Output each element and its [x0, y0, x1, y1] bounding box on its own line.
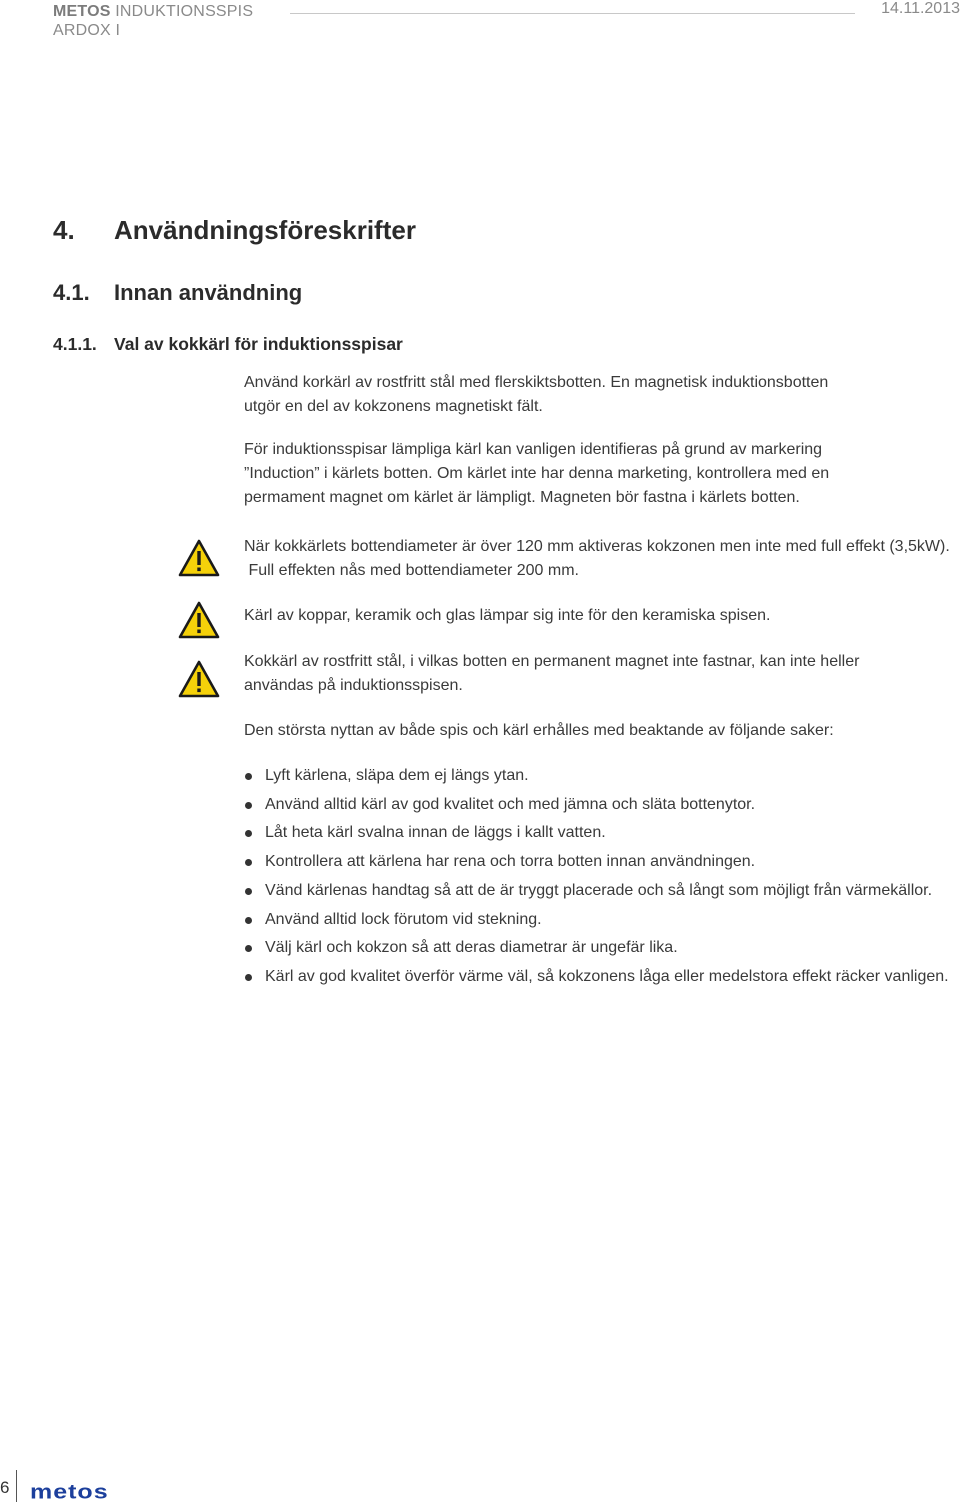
- list-item: [244, 934, 949, 963]
- subsubsection-heading: [53, 334, 403, 355]
- warning-non-magnetic-steel: Kokkärl av rostfritt stål, i vilkas botten en permanent magnet inte fastnar, kan inte heller användas på induktionsspisen.: [244, 653, 860, 694]
- subsection-number: 4.1.: [53, 280, 90, 305]
- page-number: 6: [0, 1478, 10, 1497]
- document-header: [53, 2, 253, 40]
- subsection-heading: [53, 280, 302, 306]
- list-item: [244, 877, 949, 906]
- list-item: [244, 791, 949, 820]
- footer-divider: [16, 1470, 17, 1502]
- list-item: [244, 963, 949, 992]
- bullet-icon: [245, 802, 252, 809]
- bullet-icon: [245, 888, 252, 895]
- paragraph-induction-marking: För induktionsspisar lämpliga kärl kan vanligen identifieras på grund av markering ”Induction” i kärlets botten. Om kärlet inte har denna marketing, kontrollera med en permament magnet om kärlet är lämpligt. Magneten bör fastna i kärlets botten.: [244, 441, 830, 506]
- header-divider: [290, 13, 855, 14]
- subsubsection-title: Val av kokkärl för induktionsspisar: [114, 334, 403, 354]
- header-product: INDUKTIONSSPIS: [115, 3, 254, 20]
- list-item-text: Låt heta kärl svalna innan de läggs i kallt vatten.: [265, 824, 606, 842]
- warning-bottom-diameter-line2: Full effekten nås med bottendiameter 200 mm.: [244, 562, 579, 579]
- bullet-icon: [245, 773, 252, 780]
- list-item-text: Använd alltid kärl av god kvalitet och med jämna och släta bottenytor.: [265, 795, 756, 813]
- subsection-title: Innan användning: [114, 280, 303, 305]
- header-model: ARDOX I: [53, 22, 121, 39]
- list-item-text: Kärl av god kvalitet överför värme väl, så kokzonens låga eller medelstora effekt räcker vanligen.: [265, 967, 949, 985]
- list-item-text: Vänd kärlenas handtag så att de är tryggt placerade och så långt som möjligt från värmekällor.: [265, 881, 933, 899]
- header-brand: METOS: [53, 3, 111, 20]
- metos-logo: [30, 1480, 150, 1502]
- warning-unsuitable-materials: Kärl av koppar, keramik och glas lämpar sig inte för den keramiska spisen.: [244, 607, 771, 624]
- warning-triangle-icon: [178, 539, 220, 577]
- list-item: [244, 848, 949, 877]
- header-title-line1: [53, 2, 253, 21]
- list-item: [244, 762, 949, 791]
- section-title: Användningsföreskrifter: [114, 215, 416, 245]
- bullet-icon: [245, 917, 252, 924]
- list-item-text: Välj kärl och kokzon så att deras diametrar är ungefär lika.: [265, 939, 678, 957]
- section-number: 4.: [53, 215, 75, 245]
- header-date: 14.11.2013: [881, 0, 960, 17]
- warning-bottom-diameter: [244, 535, 954, 583]
- svg-text:metos: metos: [30, 1480, 109, 1502]
- paragraph-intro-tips: Den största nyttan av både spis och kärl erhålles med beaktande av följande saker:: [244, 722, 834, 739]
- bullet-icon: [245, 945, 252, 952]
- bullet-icon: [245, 974, 252, 981]
- section-heading: [53, 215, 416, 246]
- subsubsection-number: 4.1.1.: [53, 334, 97, 354]
- paragraph-cookware-material: Använd korkärl av rostfritt stål med flerskiktsbotten. En magnetisk induktionsbotten utgör en del av kokzonens magnetiskt fält.: [244, 374, 829, 415]
- warning-bottom-diameter-line1: När kokkärlets bottendiameter är över 120 mm aktiveras kokzonen men inte med full effekt (3,5kW).: [244, 538, 950, 555]
- list-item-text: Kontrollera att kärlena har rena och torra botten innan användningen.: [265, 853, 756, 871]
- list-item-text: Använd alltid lock förutom vid stekning.: [265, 910, 542, 928]
- list-item-text: Lyft kärlena, släpa dem ej längs ytan.: [265, 767, 529, 784]
- bullet-icon: [245, 859, 252, 866]
- list-item: [244, 906, 949, 935]
- bullet-icon: [245, 830, 252, 837]
- warning-triangle-icon: [178, 601, 220, 639]
- list-item: [244, 819, 949, 848]
- warning-triangle-icon: [178, 660, 220, 698]
- tips-list: [244, 762, 949, 992]
